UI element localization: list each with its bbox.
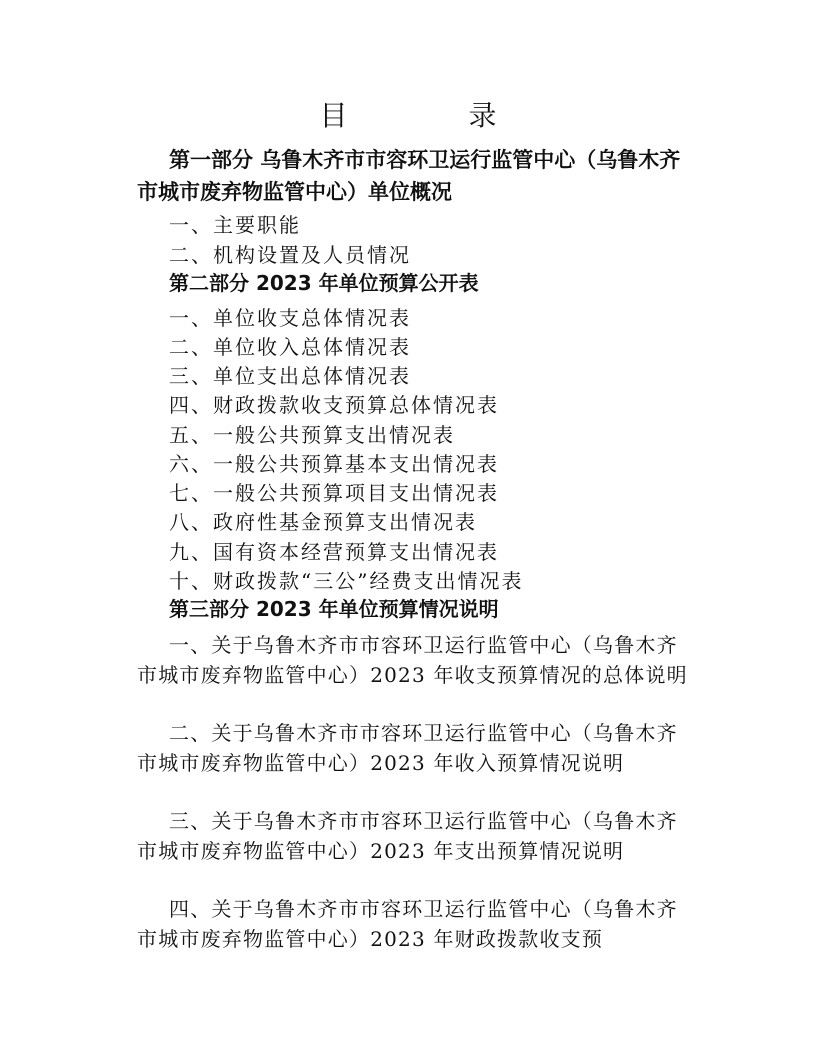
toc-item: 一、主要职能 (169, 213, 301, 237)
toc-item: 二、关于乌鲁木齐市市容环卫运行监管中心（乌鲁木齐市城市废弃物监管中心）2023 年收入预算情况说明 (137, 721, 678, 775)
part3-heading: 第三部分 2023 年单位预算情况说明 (169, 597, 499, 621)
part1-heading: 第一部分 乌鲁木齐市市容环卫运行监管中心（乌鲁木齐市城市废弃物监管中心）单位概况 (137, 148, 681, 204)
toc-item: 四、财政拨款收支预算总体情况表 (169, 393, 499, 417)
toc-item: 七、一般公共预算项目支出情况表 (169, 481, 499, 505)
part2-heading: 第二部分 2023 年单位预算公开表 (169, 271, 479, 295)
toc-item: 十、财政拨款“三公”经费支出情况表 (169, 569, 524, 593)
toc-item: 四、关于乌鲁木齐市市容环卫运行监管中心（乌鲁木齐市城市废弃物监管中心）2023 年财政拨款收支预 (137, 897, 678, 951)
toc-item: 一、单位收支总体情况表 (169, 306, 411, 330)
page-title: 目 录 (319, 99, 553, 132)
toc-item: 三、单位支出总体情况表 (169, 364, 411, 388)
toc-item: 一、关于乌鲁木齐市市容环卫运行监管中心（乌鲁木齐市城市废弃物监管中心）2023 年收支预算情况的总体说明 (137, 633, 688, 687)
toc-item: 二、机构设置及人员情况 (169, 243, 411, 267)
toc-item: 五、一般公共预算支出情况表 (169, 423, 455, 447)
toc-item: 九、国有资本经营预算支出情况表 (169, 540, 499, 564)
toc-item: 三、关于乌鲁木齐市市容环卫运行监管中心（乌鲁木齐市城市废弃物监管中心）2023 年支出预算情况说明 (137, 809, 678, 863)
toc-item: 二、单位收入总体情况表 (169, 335, 411, 359)
toc-item: 六、一般公共预算基本支出情况表 (169, 452, 499, 476)
toc-item: 八、政府性基金预算支出情况表 (169, 510, 477, 534)
